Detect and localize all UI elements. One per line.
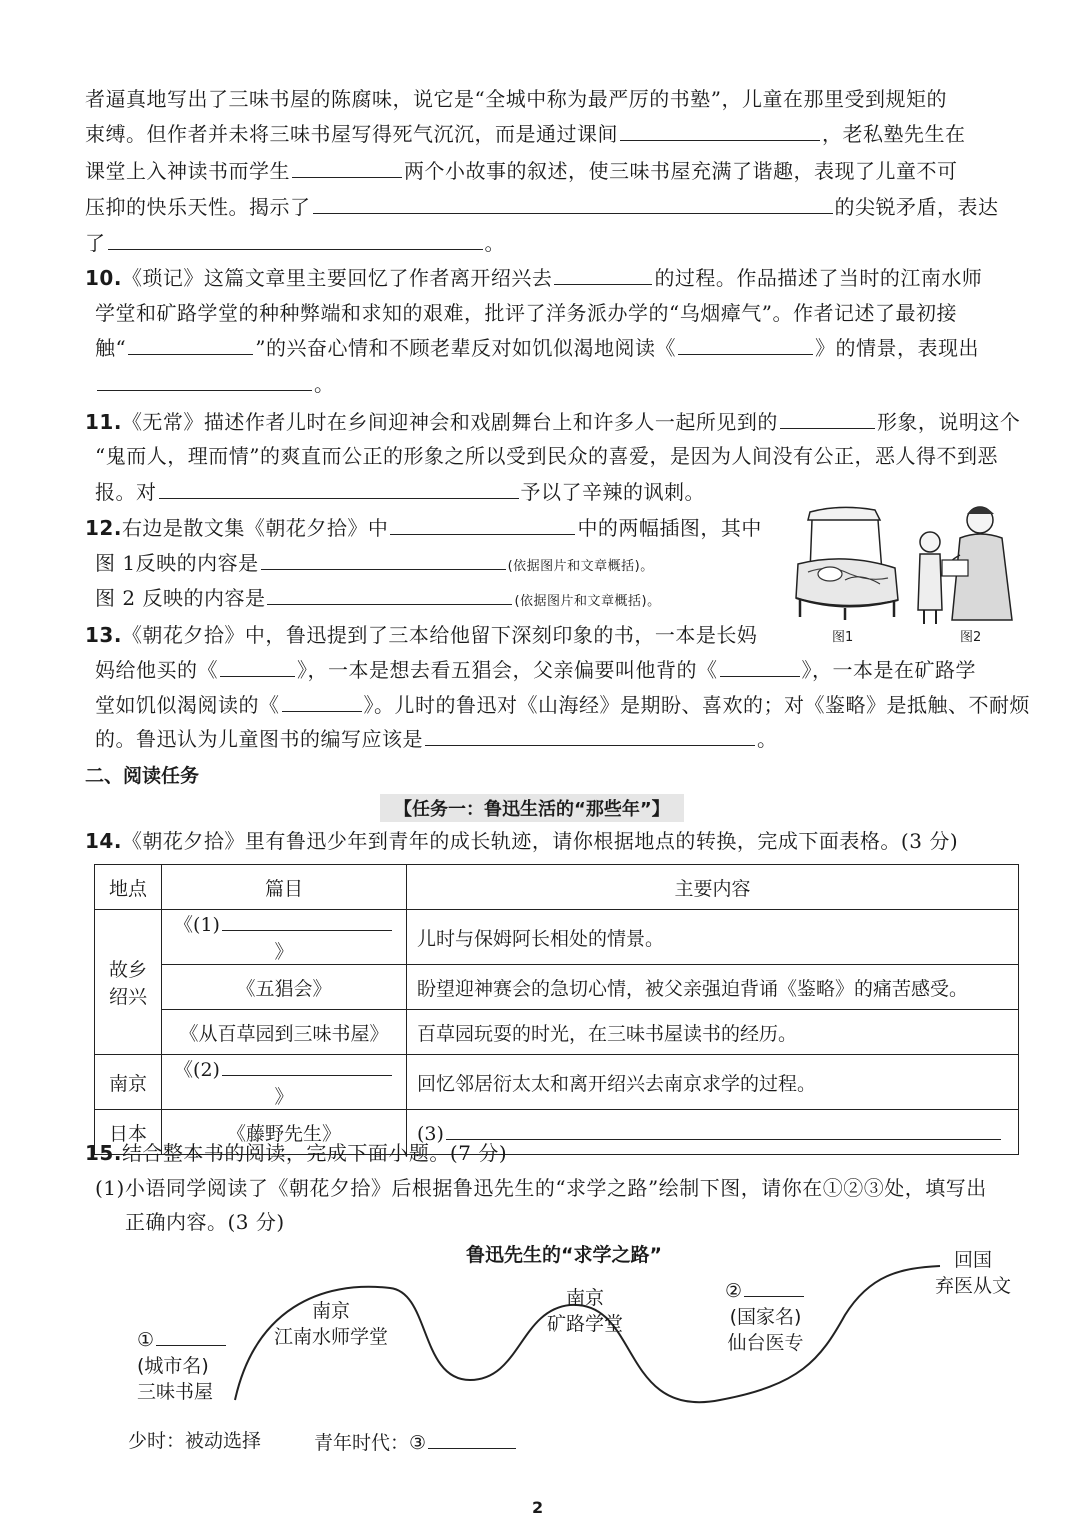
title-cell: 《五猖会》 — [162, 965, 407, 1010]
answer-blank[interactable] — [744, 1276, 804, 1297]
q13-line3: 堂如饥似渴阅读的《 》。儿时的鲁迅对《山海经》是期盼、喜欢的；对《鉴略》是抵触、不耐烦 — [95, 693, 1030, 717]
q9-line1: 者逼真地写出了三味书屋的陈腐味，说它是“全城中称为最严厉的书塾”，儿童在那里受到规矩的 — [85, 87, 947, 111]
q12-line1: 12.右边是散文集《朝花夕拾》中 中的两幅插图，其中 — [85, 516, 762, 540]
answer-blank[interactable] — [620, 120, 820, 141]
q9-line4: 压抑的快乐天性。揭示了 的尖锐矛盾，表达 — [85, 195, 999, 219]
table-row — [95, 1055, 1019, 1110]
header-place: 地点 — [95, 865, 162, 910]
label-youth: 青年时代：③ — [314, 1428, 518, 1456]
answer-blank[interactable] — [128, 334, 253, 355]
answer-blank[interactable] — [159, 478, 519, 499]
content-cell: 百草园玩耍的时光，在三味书屋读书的经历。 — [407, 1010, 1019, 1055]
q14-line: 14.《朝花夕拾》里有鲁迅少年到青年的成长轨迹，请你根据地点的转换，完成下面表格。(3 分) — [85, 829, 959, 853]
figure1-caption: 图1 — [832, 630, 854, 645]
q11-line2: “鬼而人，理而情”的爽直而公正的形象之所以受到民众的喜爱，是因为人间没有公正，恶人得不到恶 — [95, 444, 998, 468]
answer-blank[interactable] — [220, 656, 295, 677]
q9-line2: 束缚。但作者并未将三味书屋写得死气沉沉，而是通过课间 ，老私塾先生在 — [85, 122, 966, 146]
place-shaoxing: 故乡 绍兴 — [95, 910, 162, 1055]
q15-sub1-line2: 正确内容。(3 分) — [125, 1210, 285, 1234]
q13-line1: 13.《朝花夕拾》中，鲁迅提到了三本给他留下深刻印象的书，一本是长妈 — [85, 623, 758, 647]
answer-blank[interactable] — [222, 1055, 392, 1076]
q9-line5: 了 。 — [85, 231, 505, 255]
title-cell: 《藤野先生》 — [162, 1110, 407, 1155]
node3: 南京 矿路学堂 — [547, 1287, 624, 1335]
q11-line3: 报。对 予以了辛辣的讽刺。 — [95, 480, 705, 504]
answer-blank[interactable] — [446, 1119, 1001, 1140]
content-cell: 儿时与保姆阿长相处的情景。 — [407, 910, 1019, 965]
node5: 回国 弃医从文 — [935, 1249, 1012, 1297]
illustration-1 — [790, 502, 905, 627]
title-cell: 《从百草园到三味书屋》 — [162, 1010, 407, 1055]
answer-blank[interactable] — [780, 408, 875, 429]
table-row — [95, 910, 1019, 965]
q10-line2: 学堂和矿路学堂的种种弊端和求知的艰难，批评了洋务派办学的“乌烟瘴气”。作者记述了最初接 — [95, 301, 957, 325]
node4: ② (国家名) 仙台医专 — [725, 1276, 806, 1356]
q12-line2: 图 1反映的内容是 (依据图片和文章概括)。 — [95, 551, 654, 575]
place-japan: 日本 — [95, 1110, 162, 1155]
answer-blank[interactable] — [554, 264, 652, 285]
q10-line1: 10.《琐记》这篇文章里主要回忆了作者离开绍兴去 的过程。作品描述了当时的江南水师 — [85, 266, 983, 290]
header-title: 篇目 — [162, 865, 407, 910]
content-cell: (3) — [407, 1110, 1019, 1155]
q9-line3: 课堂上入神读书而学生 两个小故事的叙述，使三味书屋充满了谐趣，表现了儿童不可 — [85, 159, 958, 183]
title-cell: 《(1)》 — [162, 910, 407, 965]
node2: 南京 江南水师学堂 — [274, 1300, 389, 1348]
table-header-row — [95, 865, 1019, 910]
q10-line3: 触“ ”的兴奋心情和不顾老辈反对如饥似渴地阅读《 》的情景，表现出 — [95, 336, 979, 360]
section-heading: 二、阅读任务 — [85, 765, 200, 787]
answer-blank[interactable] — [97, 370, 312, 391]
answer-blank[interactable] — [425, 725, 755, 746]
answer-blank[interactable] — [313, 193, 833, 214]
answer-blank[interactable] — [108, 229, 483, 250]
answer-blank[interactable] — [267, 584, 512, 605]
answer-blank[interactable] — [678, 334, 813, 355]
answer-blank[interactable] — [282, 691, 362, 712]
q11-line1: 11.《无常》描述作者儿时在乡间迎神会和戏剧舞台上和许多人一起所见到的 形象，说明这个 — [85, 410, 1021, 434]
header-content: 主要内容 — [407, 865, 1019, 910]
answer-blank[interactable] — [261, 549, 506, 570]
q15-line: 15.结合整本书的阅读，完成下面小题。(7 分) — [85, 1141, 508, 1165]
title-cell: 《(2)》 — [162, 1055, 407, 1110]
diagram-title: 鲁迅先生的“求学之路” — [466, 1244, 662, 1266]
figure2-caption: 图2 — [960, 630, 982, 645]
answer-blank[interactable] — [428, 1428, 516, 1449]
answer-blank[interactable] — [222, 910, 392, 931]
illustration-2 — [912, 500, 1022, 628]
content-cell: 盼望迎神赛会的急切心情，被父亲强迫背诵《鉴略》的痛苦感受。 — [407, 965, 1019, 1010]
place-nanjing: 南京 — [95, 1055, 162, 1110]
table-row — [95, 965, 1019, 1010]
q10-line4: 。 — [95, 369, 335, 399]
q13-line2: 妈给他买的《 》，一本是想去看五猖会，父亲偏要叫他背的《 》，一本是在矿路学 — [95, 658, 976, 682]
q15-sub1-line1: (1)小语同学阅读了《朝花夕拾》后根据鲁迅先生的“求学之路”绘制下图，请你在①②③处，填写出 — [95, 1176, 987, 1200]
q13-line4: 的。鲁迅认为儿童图书的编写应该是 。 — [95, 727, 778, 751]
q12-line3: 图 2 反映的内容是 (依据图片和文章概括)。 — [95, 586, 661, 610]
answer-blank[interactable] — [156, 1325, 226, 1346]
q14-table — [94, 864, 1019, 1155]
answer-blank[interactable] — [720, 656, 800, 677]
table-row — [95, 1010, 1019, 1055]
page-number: 2 — [532, 1498, 544, 1517]
node1: ① (城市名) 三味书屋 — [137, 1325, 228, 1405]
content-cell: 回忆邻居衍太太和离开绍兴去南京求学的过程。 — [407, 1055, 1019, 1110]
answer-blank[interactable] — [292, 157, 402, 178]
label-young: 少时：被动选择 — [128, 1430, 262, 1452]
answer-blank[interactable] — [390, 514, 575, 535]
task-title: 【任务一：鲁迅生活的“那些年”】 — [380, 794, 684, 822]
